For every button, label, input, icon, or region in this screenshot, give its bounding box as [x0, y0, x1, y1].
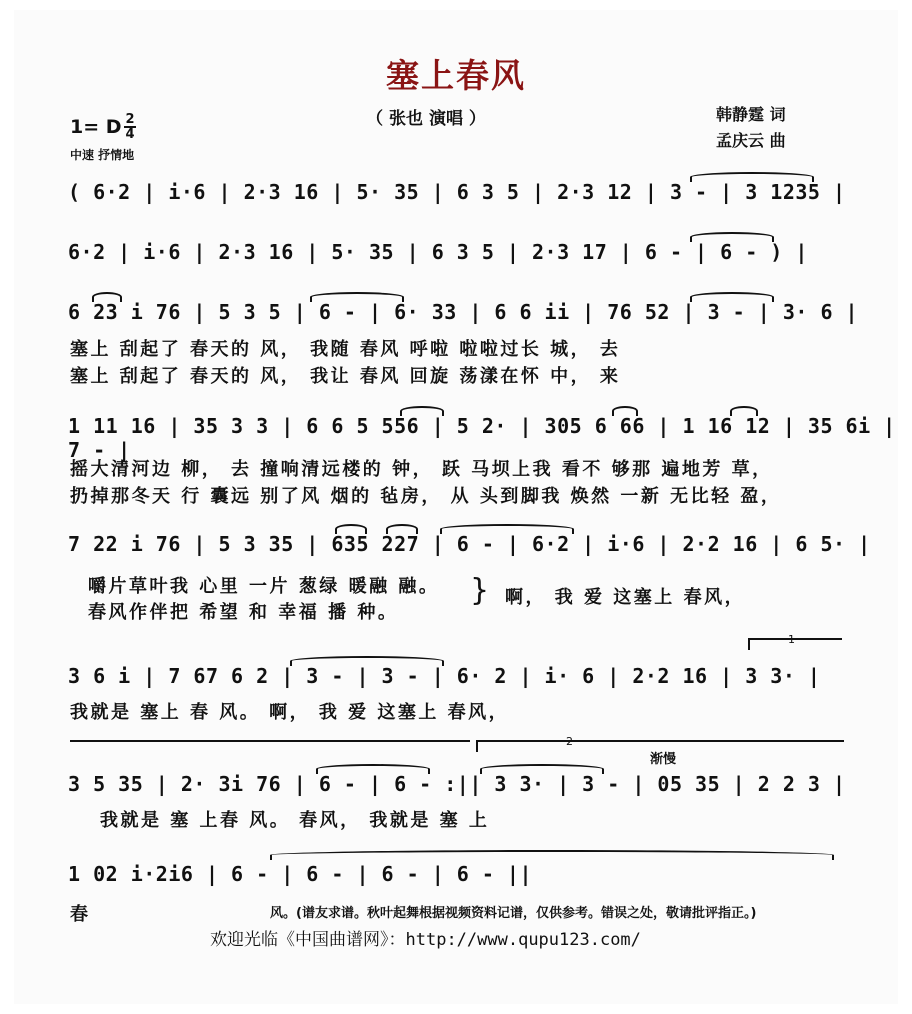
notation-row-7: 3 5 35 | 2· 3i 76 | 6 - | 6 - :|| 3 3· | 3 - | 05 35 | 2 2 3 |: [68, 772, 846, 796]
slur: [92, 292, 122, 302]
slur: [440, 524, 574, 534]
lyric-row-5-verse-2: 春风作伴把 希望 和 幸福 播 种。: [88, 602, 399, 623]
notation-row-1: ( 6·2 | i·6 | 2·3 16 | 5· 35 | 6 3 5 | 2·3 12 | 3 - | 3 1235 |: [68, 180, 846, 204]
notation-row-8: 1 02 i·2i6 | 6 - | 6 - | 6 - | 6 - ||: [68, 862, 533, 886]
slur: [290, 656, 444, 666]
notation-row-2: 6·2 | i·6 | 2·3 16 | 5· 35 | 6 3 5 | 2·3 17 | 6 - | 6 - ) |: [68, 240, 808, 264]
lyric-row-3-verse-1: 塞上 刮起了 春天的 风， 我随 春风 呼啦 啦啦过长 城， 去: [70, 339, 621, 360]
tempo-marking: 中速 抒情地: [70, 148, 135, 162]
slur: [480, 764, 604, 774]
notation-row-4: 1 11 16 | 35 3 3 | 6 6 5 556 | 5 2· | 305 6 66 | 1 16 12 | 35 6i | 7 - |: [68, 414, 896, 462]
lyric-row-6: 我就是 塞上 春 风。 啊， 我 爱 这塞上 春风，: [70, 702, 510, 723]
slur: [400, 406, 444, 416]
slur: [270, 850, 834, 860]
volta-1-number: 1: [788, 633, 795, 646]
notation-row-5: 7 22 i 76 | 5 3 35 | 635 227 | 6 - | 6·2 | i·6 | 2·2 16 | 6 5· |: [68, 532, 871, 556]
time-signature: [124, 113, 136, 141]
time-sig-bottom: 4: [125, 127, 135, 142]
slur: [730, 406, 758, 416]
verse-brace: }: [470, 573, 490, 608]
lyric-row-8-end-note: 风。(谱友求谱。秋叶起舞根据视频资料记谱，仅供参考。错误之处，敬请批评指正。): [270, 906, 757, 921]
slur: [386, 524, 418, 534]
composer-credit: 孟庆云 曲: [716, 131, 786, 150]
slur: [335, 524, 367, 534]
lyric-row-5-verse-1: 嚼片草叶我 心里 一片 葱绿 暖融 融。: [88, 576, 440, 597]
slur: [310, 292, 404, 302]
slur: [316, 764, 430, 774]
slur: [612, 406, 638, 416]
volta-2-number: 2: [566, 735, 573, 748]
lyric-row-3-verse-2: 塞上 刮起了 春天的 风， 我让 春风 回旋 荡漾在怀 中， 来: [70, 366, 621, 387]
lyric-row-8-start: 春: [70, 904, 91, 925]
notation-row-6: 3 6 i | 7 67 6 2 | 3 - | 3 - | 6· 2 | i· 6 | 2·2 16 | 3 3· |: [68, 664, 821, 688]
slur: [690, 292, 774, 302]
footer-credit: 欢迎光临《中国曲谱网》：http://www.qupu123.com/: [210, 930, 641, 950]
singer-line: （ 张也 演唱 ）: [366, 109, 486, 129]
notation-row-3: 6 23 i 76 | 5 3 5 | 6 - | 6· 33 | 6 6 ii | 76 52 | 3 - | 3· 6 |: [68, 300, 859, 324]
ritardando-mark: 渐慢: [650, 752, 677, 767]
key-signature: 1= D: [70, 116, 122, 138]
lyric-row-4-verse-2: 扔掉那冬天 行 囊远 别了风 烟的 毡房， 从 头到脚我 焕然 一新 无比轻 盈，: [70, 486, 782, 507]
volta-1-continuation: [70, 740, 470, 752]
lyric-row-5-refrain: 啊， 我 爱 这塞上 春风，: [505, 587, 746, 608]
song-title: 塞上春风: [386, 56, 526, 95]
lyric-row-4-verse-1: 摇大清河边 柳， 去 撞响清远楼的 钟， 跃 马坝上我 看不 够那 遍地芳 草，: [70, 459, 773, 480]
lyricist-credit: 韩静霆 词: [716, 105, 786, 124]
lyric-row-7: 我就是 塞 上春 风。 春风， 我就是 塞 上: [100, 810, 490, 831]
volta-1-bracket: [748, 638, 842, 650]
time-sig-top: 2: [125, 112, 135, 127]
slur: [690, 172, 814, 182]
slur: [690, 232, 774, 242]
